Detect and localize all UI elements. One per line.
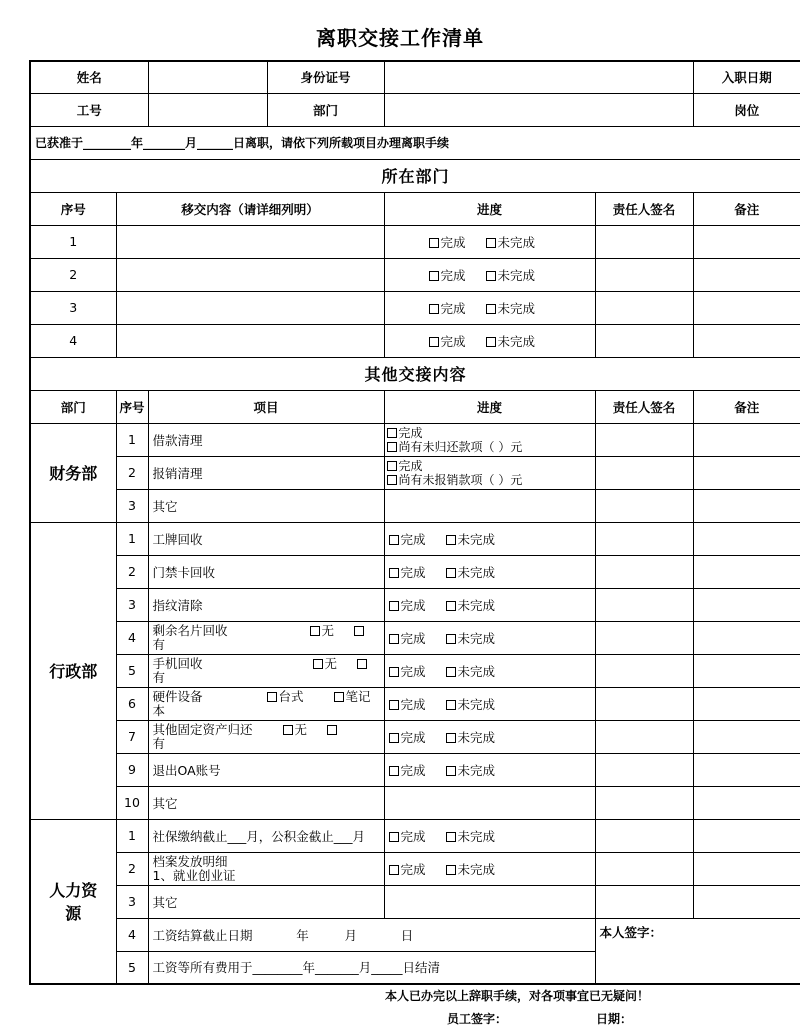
completion-statement: 本人已办完以上辞职手续，对各项事宜已无疑问！ [385,989,650,1003]
option-complete: 完成 [400,630,426,646]
employee-no-field[interactable] [148,93,267,126]
option-complete: 完成 [400,663,426,679]
row-number: 3 [116,489,148,522]
choice-label: 有 [152,669,166,685]
item-label: 工资等所有费用于________年_______月_____日结清 [148,951,595,984]
item-label: 门禁卡回收 [148,555,384,588]
option-incomplete: 未完成 [457,696,496,712]
row-number: 1 [116,819,148,852]
checkbox-icon[interactable] [446,733,456,743]
option-complete: 完成 [440,300,466,316]
option-incomplete: 未完成 [497,267,536,283]
row-number: 5 [116,951,148,984]
table-row [30,918,800,951]
department-field[interactable] [384,93,693,126]
checkbox-icon[interactable] [446,832,456,842]
remark-field[interactable] [693,522,800,555]
table-row [30,423,800,456]
dept-hr-line2: 源 [65,904,82,924]
checkbox-icon[interactable] [389,535,399,545]
row-number: 2 [30,258,116,291]
choice-label: 无 [324,655,338,671]
checkbox-icon[interactable] [389,634,399,644]
remark-field[interactable] [693,885,800,918]
entry-date-label: 入职日期 [693,61,800,93]
table-row [30,555,800,588]
checkbox-icon[interactable] [389,667,399,677]
signature-field[interactable] [595,687,693,720]
option-incomplete: 未完成 [457,564,496,580]
checkbox-icon[interactable] [446,601,456,611]
handover-form [29,60,800,985]
employee-no-label: 工号 [30,93,148,126]
signature-field[interactable] [595,258,693,291]
table-row [30,885,800,918]
item-label: 工牌回收 [148,522,384,555]
progress-field[interactable] [384,885,595,918]
col-header-remark: 备注 [693,192,800,225]
dept-hr-line1: 人力资 [49,881,98,901]
table-row [30,819,800,852]
checkbox-icon[interactable] [429,337,439,347]
checkbox-icon[interactable] [283,725,293,735]
table-row [30,324,800,357]
checkbox-icon[interactable] [486,238,496,248]
option-unreimbursed: 尚有未报销款项（ ）元 [398,472,523,487]
signature-field[interactable] [595,225,693,258]
col-header-signature: 责任人签名 [595,390,693,423]
option-incomplete: 未完成 [457,630,496,646]
table-row [30,687,800,720]
remark-field[interactable] [693,258,800,291]
row-number: 4 [116,918,148,951]
table-row [30,621,800,654]
item-label: 剩余名片回收 [152,622,228,638]
remark-field[interactable] [693,654,800,687]
checkbox-icon[interactable] [387,428,397,438]
checkbox-icon[interactable] [446,766,456,776]
col-header-no: 序号 [30,192,116,225]
table-row [30,489,800,522]
col-header-progress: 进度 [384,390,595,423]
option-complete: 完成 [400,861,426,877]
signature-field[interactable] [595,456,693,489]
checkbox-icon[interactable] [389,568,399,578]
item-label: 手机回收 [152,655,203,671]
date-label: 日期： [596,1012,633,1026]
row-number: 2 [116,456,148,489]
checkbox-icon[interactable] [486,271,496,281]
row-number: 3 [30,291,116,324]
option-incomplete: 未完成 [457,828,496,844]
choice-label: 无 [321,622,335,638]
option-incomplete: 未完成 [497,234,536,250]
item-label: 其它 [148,786,384,819]
row-number: 7 [116,720,148,753]
item-label: 社保缴纳截止___月，公积金截止___月 [148,819,384,852]
signature-label: 本人签字： [599,924,663,940]
option-incomplete: 未完成 [457,729,496,745]
progress-field[interactable] [384,786,595,819]
option-incomplete: 未完成 [497,300,536,316]
item-label: 档案发放明细 [152,853,228,869]
choice-label: 本 [152,702,166,718]
signature-field[interactable] [595,621,693,654]
checkbox-icon[interactable] [389,766,399,776]
row-number: 1 [116,522,148,555]
checkbox-icon[interactable] [313,659,323,669]
item-label: 报销清理 [148,456,384,489]
option-incomplete: 未完成 [457,531,496,547]
checkbox-icon[interactable] [327,725,337,735]
item-label: 其它 [148,885,384,918]
checkbox-icon[interactable] [446,865,456,875]
signature-field[interactable] [595,654,693,687]
remark-field[interactable] [693,324,800,357]
signature-field[interactable] [595,522,693,555]
id-number-label: 身份证号 [267,61,384,93]
row-number: 4 [30,324,116,357]
option-complete: 完成 [398,458,423,473]
item-label: 退出OA账号 [148,753,384,786]
row-number: 1 [116,423,148,456]
option-complete: 完成 [400,828,426,844]
signature-field[interactable] [595,555,693,588]
row-number: 5 [116,654,148,687]
choice-label: 无 [294,721,308,737]
option-complete: 完成 [440,234,466,250]
col-header-content: 移交内容（请详细列明） [116,192,384,225]
remark-field[interactable] [693,588,800,621]
option-incomplete: 未完成 [457,597,496,613]
remark-field[interactable] [693,819,800,852]
signature-field[interactable] [595,786,693,819]
signature-field[interactable] [595,885,693,918]
option-incomplete: 未完成 [457,663,496,679]
table-row [30,456,800,489]
checkbox-icon[interactable] [389,601,399,611]
option-complete: 完成 [400,597,426,613]
checkbox-icon[interactable] [310,626,320,636]
progress-field[interactable] [384,489,595,522]
item-label: 硬件设备 [152,688,203,704]
checkbox-icon[interactable] [389,733,399,743]
item-label: 其他固定资产归还 [152,721,253,737]
table-row [30,654,800,687]
row-number: 1 [30,225,116,258]
handover-content-field[interactable] [116,324,384,357]
signature-field[interactable] [595,423,693,456]
row-number: 9 [116,753,148,786]
option-incomplete: 未完成 [457,762,496,778]
table-row [30,522,800,555]
department-label: 部门 [267,93,384,126]
remark-field[interactable] [693,852,800,885]
checkbox-icon[interactable] [354,626,364,636]
handover-content-field[interactable] [116,258,384,291]
section-title-department: 所在部门 [30,159,800,192]
checkbox-icon[interactable] [429,304,439,314]
checkbox-icon[interactable] [387,442,397,452]
checkbox-icon[interactable] [429,238,439,248]
choice-label: 笔记 [345,688,371,704]
checkbox-icon[interactable] [429,271,439,281]
row-number: 10 [116,786,148,819]
item-label: 指纹清除 [148,588,384,621]
option-complete: 完成 [400,564,426,580]
name-field[interactable] [148,61,267,93]
employee-signature-area[interactable] [595,918,800,984]
col-header-dept: 部门 [30,390,116,423]
signature-field[interactable] [595,588,693,621]
checkbox-icon[interactable] [446,700,456,710]
table-row [30,291,800,324]
choice-label: 有 [152,636,166,652]
signature-field[interactable] [595,753,693,786]
checkbox-icon[interactable] [389,700,399,710]
table-row [30,753,800,786]
choice-label: 台式 [278,688,304,704]
page-title: 离职交接工作清单 [316,26,484,50]
signature-field[interactable] [595,324,693,357]
checkbox-icon[interactable] [446,535,456,545]
remark-field[interactable] [693,456,800,489]
table-row [30,225,800,258]
option-complete: 完成 [440,267,466,283]
col-header-progress: 进度 [384,192,595,225]
signature-field[interactable] [595,819,693,852]
option-complete: 完成 [400,531,426,547]
option-complete: 完成 [440,333,466,349]
row-number: 3 [116,885,148,918]
option-outstanding-loan: 尚有未归还款项（ ）元 [398,439,523,454]
item-label: 工资结算截止日期 年 月 日 [148,918,595,951]
choice-label: 有 [152,735,166,751]
remark-field[interactable] [693,423,800,456]
section2-header-row [30,390,800,423]
signature-field[interactable] [595,852,693,885]
remark-field[interactable] [693,225,800,258]
dept-admin: 行政部 [30,522,116,819]
handover-content-field[interactable] [116,225,384,258]
position-label: 岗位 [693,93,800,126]
checkbox-icon[interactable] [446,634,456,644]
row-number: 2 [116,555,148,588]
row-number: 3 [116,588,148,621]
checkbox-icon[interactable] [387,461,397,471]
handover-content-field[interactable] [116,291,384,324]
table-row [30,258,800,291]
col-header-signature: 责任人签名 [595,192,693,225]
item-label: 其它 [148,489,384,522]
checkbox-icon[interactable] [389,865,399,875]
remark-field[interactable] [693,720,800,753]
option-complete: 完成 [400,729,426,745]
signature-field[interactable] [595,291,693,324]
remark-field[interactable] [693,555,800,588]
checkbox-icon[interactable] [486,337,496,347]
signature-field[interactable] [595,720,693,753]
leave-notice: 已获准于________年_______月______日离职，请依下列所载项目办理离职手续 [30,126,800,159]
col-header-item: 项目 [148,390,384,423]
row-number: 6 [116,687,148,720]
employee-sign-label: 员工签字： [447,1012,508,1026]
checkbox-icon[interactable] [389,832,399,842]
checkbox-icon[interactable] [334,692,344,702]
id-number-field[interactable] [384,61,693,93]
table-row [30,852,800,885]
option-complete: 完成 [400,762,426,778]
name-label: 姓名 [30,61,148,93]
checkbox-icon[interactable] [446,667,456,677]
option-complete: 完成 [400,696,426,712]
table-row [30,588,800,621]
signature-field[interactable] [595,489,693,522]
row-number: 4 [116,621,148,654]
remark-field[interactable] [693,291,800,324]
option-incomplete: 未完成 [457,861,496,877]
header-row-2 [30,93,800,126]
item-label: 借款清理 [148,423,384,456]
item-detail: 1、就业创业证 [152,867,236,883]
checkbox-icon[interactable] [446,568,456,578]
checkbox-icon[interactable] [267,692,277,702]
checkbox-icon[interactable] [486,304,496,314]
remark-field[interactable] [693,687,800,720]
checkbox-icon[interactable] [387,475,397,485]
remark-field[interactable] [693,489,800,522]
dept-finance: 财务部 [30,423,116,522]
col-header-remark: 备注 [693,390,800,423]
remark-field[interactable] [693,786,800,819]
header-row-1 [30,61,800,93]
option-complete: 完成 [398,425,423,440]
remark-field[interactable] [693,753,800,786]
table-row [30,786,800,819]
row-number: 2 [116,852,148,885]
section-title-other: 其他交接内容 [30,357,800,390]
option-incomplete: 未完成 [497,333,536,349]
col-header-no: 序号 [116,390,148,423]
checkbox-icon[interactable] [357,659,367,669]
section1-header-row [30,192,800,225]
remark-field[interactable] [693,621,800,654]
table-row [30,720,800,753]
